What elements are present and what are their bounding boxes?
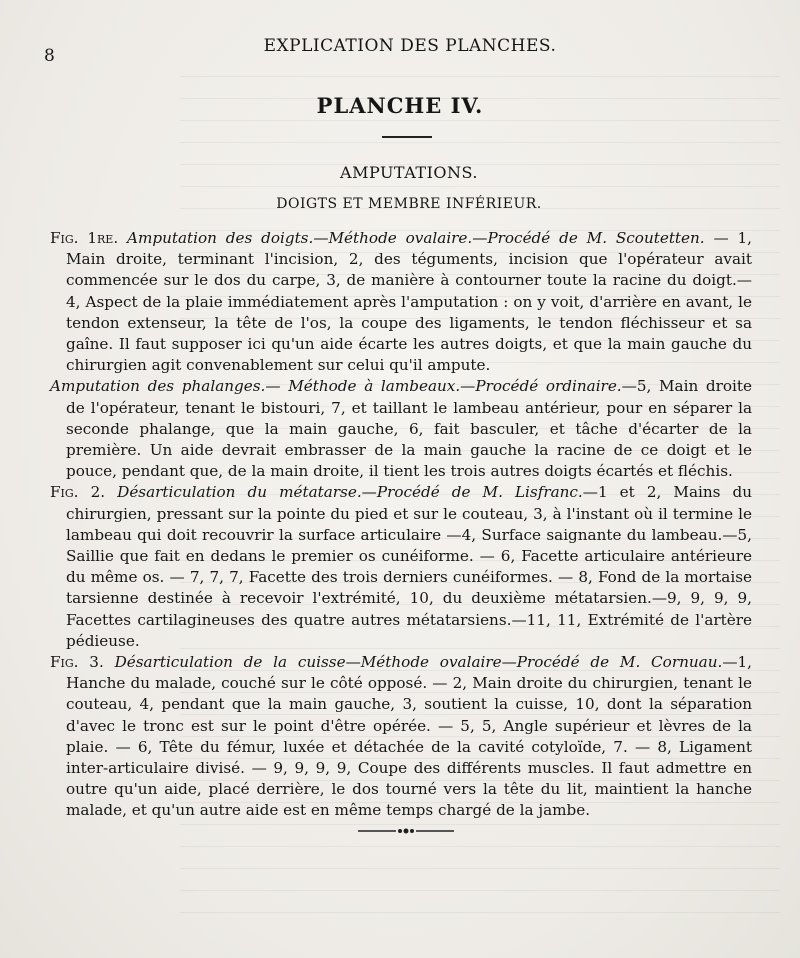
paragraph-text: —1 et 2, Mains du chirurgien, pressant sur la pointe du pied et sur le couteau, 3, à l'instant où il termine le lambeau qui doit recouvrir la surface articulaire —4, Surface saignante du lambeau.—5, Saillie que fait en dedans le premier os cunéiforme. — 6, Facette articulaire antérieure du même os. — 7, 7, 7, Facette des trois derniers cunéiformes. — 8, Fond de la mortaise tarsienne destinée à recevoir l'extrémité, 10, du deuxième métatarsien.—9, 9, 9, 9, Facettes cartilagineuses des quatre autres métatarsiens.—11, 11, Extrémité de l'artère pédieuse.	[66, 483, 752, 650]
procedure-name: Procédé de M. Lisfranc.	[376, 483, 583, 502]
procedure-name: Procédé de M. Scoutetten.	[487, 229, 705, 247]
title-rule	[382, 136, 432, 138]
paragraph-heading: Amputation des doigts.	[127, 229, 314, 247]
paragraph-fig-2	[50, 482, 752, 652]
paragraph-heading: Amputation des phalanges.	[50, 377, 266, 396]
paragraph-text: —5, Main droite de l'opérateur, tenant le bistouri, 7, et taillant le lambeau antérieur, pour en séparer la seconde phalange, que la main gauche, 6, fait basculer, et tâche d'écarter de la première. Un aide devrait embrasser de la main gauche la racine de ce doigt et le pouce, pendant que, de la main droite, il tient les trois autres doigts écartés et fléchis.	[66, 377, 752, 481]
procedure-name: Procédé de M. Cornuau.	[516, 653, 723, 672]
ornamental-rule	[358, 827, 454, 835]
paragraph-phalanges	[50, 376, 752, 482]
method-name: —Méthode ovalaire—	[345, 653, 517, 672]
figure-label: Fig. 3.	[50, 653, 104, 672]
figure-label: Fig. 1re.	[50, 229, 119, 247]
method-name: —	[361, 483, 377, 502]
page-number: 8	[44, 46, 55, 66]
section-title: AMPUTATIONS.	[340, 163, 478, 182]
method-name: —Méthode ovalaire.—	[313, 229, 488, 247]
procedure-name: Procédé ordinaire.	[475, 377, 622, 396]
method-name: — Méthode à lambeaux.—	[265, 377, 476, 396]
paragraph-fig-1	[50, 228, 752, 376]
paragraph-text: —1, Hanche du malade, couché sur le côté opposé. — 2, Main droite du chirurgien, tenant le couteau, 4, pendant que la main gauche, 3, soutient la cuisse, 10, dont la séparation d'avec le tronc est sur le point d'être opérée. — 5, 5, Angle supérieur et lèvres de la plaie. — 6, Tête du fémur, luxée et détachée de la cavité cotyloïde, 7. — 8, Ligament inter-articulaire divisé. — 9, 9, 9, 9, Coupe des différents muscles. Il faut admettre en outre qu'un aide, placé derrière, le dos tourné vers la tête du lit, maintient la hanche malade, et qu'un autre aide est en même temps chargé de la jambe.	[66, 653, 752, 820]
figure-label: Fig. 2.	[50, 483, 106, 502]
plate-title: PLANCHE IV.	[316, 93, 484, 118]
paragraph-text: — 1, Main droite, terminant l'incision, 2, des téguments, incision que l'opérateur avait commencée sur le dos du carpe, 3, de manière à contourner toute la racine du doigt.— 4, Aspect de la plaie immédiatement après l'amputation : on y voit, d'arrière en avant, le tendon extenseur, la tête de l'os, la coupe des ligaments, le tendon fléchisseur et sa gaîne. Il faut supposer ici qu'un aide écarte les autres doigts, et que la main gauche du chirurgien agit convenablement sur celui qu'il ampute.	[66, 229, 753, 375]
plate-explanation-text	[50, 228, 752, 822]
paragraph-fig-3	[50, 652, 752, 822]
subsection-title: DOIGTS ET MEMBRE INFÉRIEUR.	[276, 196, 542, 212]
running-head: EXPLICATION DES PLANCHES.	[263, 36, 557, 56]
paragraph-heading: Désarticulation du métatarse.	[117, 483, 362, 502]
paragraph-heading: Désarticulation de la cuisse	[114, 653, 346, 672]
